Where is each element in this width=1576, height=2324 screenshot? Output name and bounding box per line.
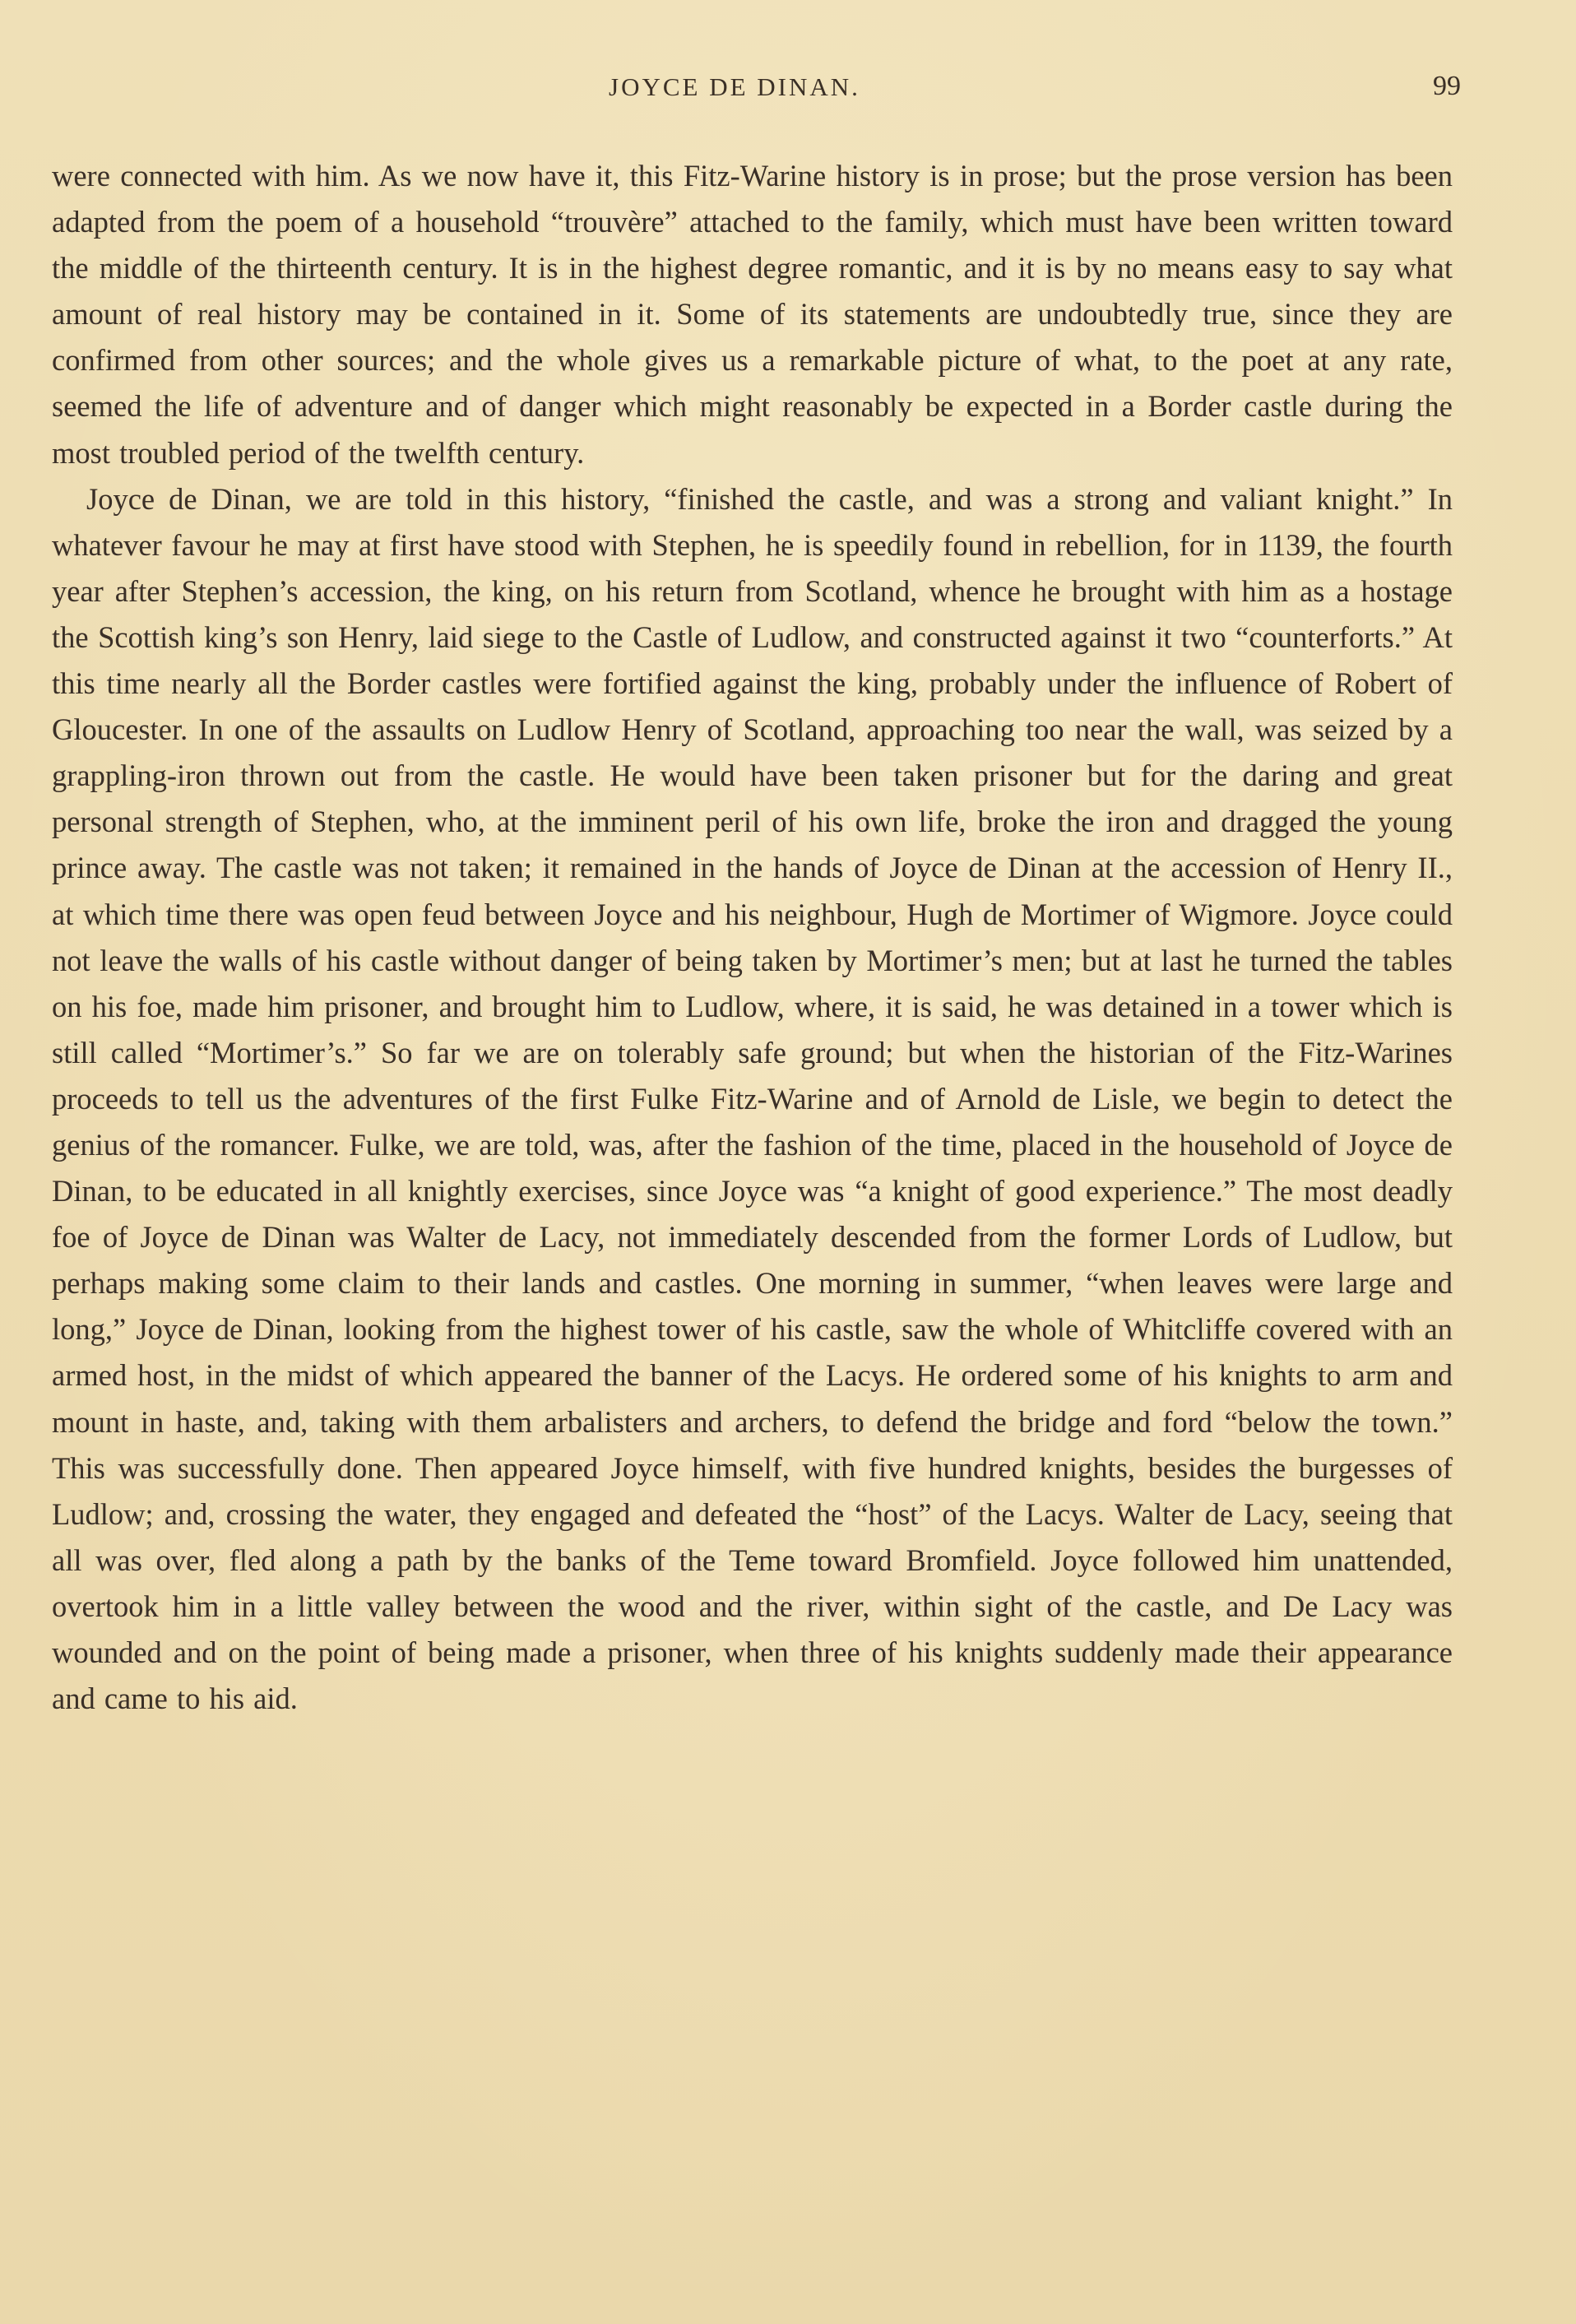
paragraph-continued: were connected with him. As we now have it, this Fitz-Warine history is in prose; but the prose version has been adapted from the poem of a household “trouvère” attached to the family, which must have been written toward the middle of the thirteenth century. It is in the highest degree romantic, and it is by no means easy to say what amount of real history may be contained in it. Some of its statements are undoubtedly true, since they are confirmed from other sources; and the whole gives us a remarkable picture of what, to the poet at any rate, seemed the life of adventure and of danger which might reasonably be expected in a Border castle during the most troubled period of the twelfth century.	[52, 159, 1453, 470]
paragraph-joyce-de-dinan: Joyce de Dinan, we are told in this history, “finished the castle, and was a strong and valiant knight.” In whatever favour he may at first have stood with Stephen, he is speedily found in rebellion, for in 1139, the fourth year after Stephen’s accession, the king, on his return from Scotland, whence he brought with him as a hostage the Scottish king’s son Henry, laid siege to the Castle of Ludlow, and constructed against it two “counterforts.” At this time nearly all the Border castles were fortified against the king, probably under the influence of Robert of Gloucester. In one of the assaults on Ludlow Henry of Scotland, approaching too near the wall, was seized by a grappling-iron thrown out from the castle. He would have been taken prisoner but for the daring and great personal strength of Stephen, who, at the imminent peril of his own life, broke the iron and dragged the young prince away. The castle was not taken; it remained in the hands of Joyce de Dinan at the accession of Henry II., at which time there was open feud between Joyce and his neighbour, Hugh de Mortimer of Wigmore. Joyce could not leave the walls of his castle without danger of being taken by Mortimer’s men; but at last he turned the tables on his foe, made him prisoner, and brought him to Ludlow, where, it is said, he was detained in a tower which is still called “Mortimer’s.” So far we are on tolerably safe ground; but when the historian of the Fitz-Warines proceeds to tell us the adventures of the first Fulke Fitz-Warine and of Arnold de Lisle, we begin to detect the genius of the romancer. Fulke, we are told, was, after the fashion of the time, placed in the household of Joyce de Dinan, to be educated in all knightly exercises, since Joyce was “a knight of good experience.” The most deadly foe of Joyce de Dinan was Walter de Lacy, not immediately descended from the former Lords of Ludlow, but perhaps making some claim to their lands and castles. One morning in summer, “when leaves were large and long,” Joyce de Dinan, looking from the highest tower of his castle, saw the whole of Whitcliffe covered with an armed host, in the midst of which appeared the banner of the Lacys. He ordered some of his knights to arm and mount in haste, and, taking with them arbalisters and archers, to defend the bridge and ford “below the town.” This was successfully done. Then appeared Joyce himself, with five hundred knights, besides the burgesses of Ludlow; and, crossing the water, they engaged and defeated the “host” of the Lacys. Walter de Lacy, seeing that all was over, fled along a path by the banks of the Teme toward Bromfield. Joyce followed him unattended, overtook him in a little valley between the wood and the river, within sight of the castle, and De Lacy was wounded and on the point of being made a prisoner, when three of his knights suddenly made their appearance and came to his aid.	[52, 481, 1453, 1716]
running-title: JOYCE DE DINAN.	[609, 72, 860, 101]
running-head	[53, 71, 1461, 114]
body-text	[52, 153, 1453, 1722]
page-number: 99	[1433, 71, 1461, 101]
